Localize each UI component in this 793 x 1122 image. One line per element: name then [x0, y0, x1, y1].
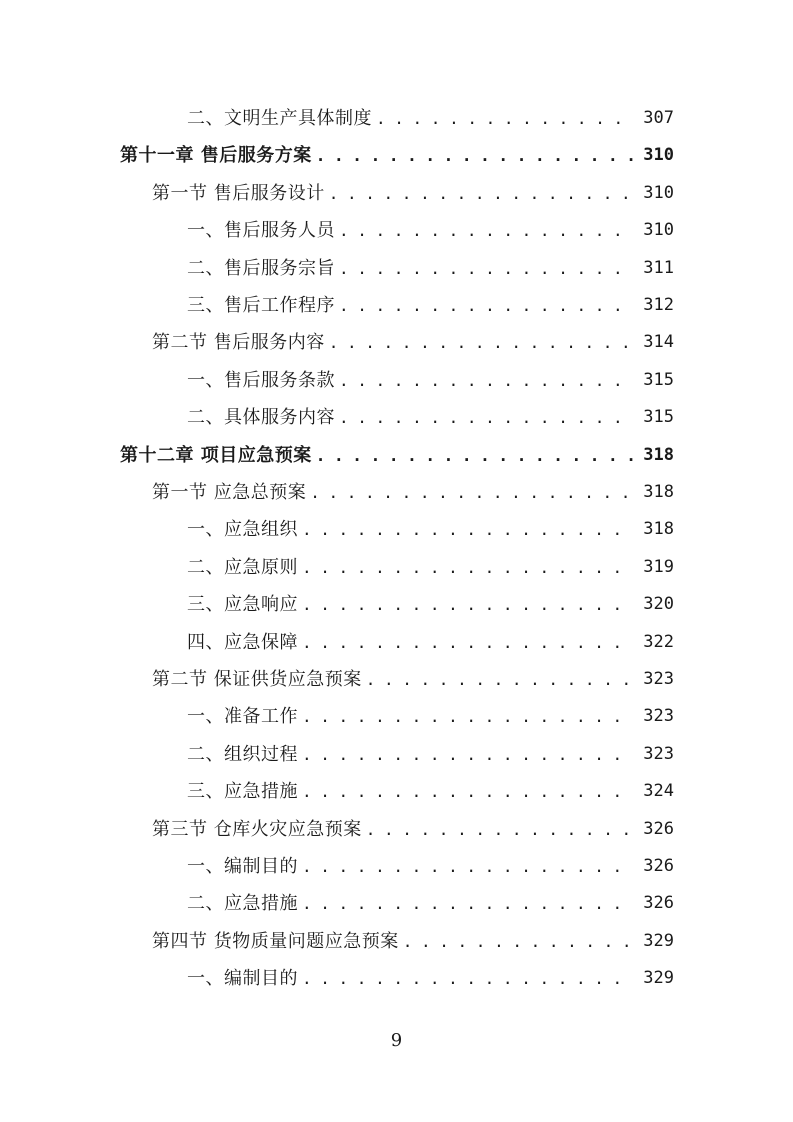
toc-subsection-entry[interactable]: [187, 212, 674, 249]
toc-section-entry[interactable]: [152, 474, 674, 511]
toc-dot-leader: [302, 698, 634, 735]
toc-entry-title: 四、应急保障: [187, 631, 298, 653]
toc-dot-leader: [329, 324, 634, 361]
toc-subsection-entry[interactable]: [187, 848, 674, 885]
toc-entry-page: 315: [643, 369, 674, 390]
toc-entry-title: 第四节 货物质量问题应急预案: [152, 930, 399, 952]
toc-subsection-entry[interactable]: [187, 250, 674, 287]
toc-entry-title: 一、准备工作: [187, 706, 298, 728]
toc-entry-page: 326: [643, 856, 674, 876]
toc-dot-leader: [366, 661, 634, 698]
toc-subsection-entry[interactable]: [187, 511, 674, 548]
toc-entry-page: 326: [643, 818, 674, 839]
toc-subsection-entry[interactable]: [187, 399, 674, 436]
page-number: 9: [390, 1030, 403, 1051]
toc-dot-leader: [339, 212, 634, 249]
toc-entry-page: 314: [643, 332, 674, 353]
toc-entry-page: 315: [643, 407, 674, 428]
toc-chapter-entry[interactable]: [120, 137, 674, 174]
toc-dot-leader: [302, 511, 634, 548]
toc-entry-page: 312: [643, 295, 674, 315]
toc-entry-title: 一、售后服务条款: [187, 369, 335, 391]
toc-entry-page: 318: [643, 482, 674, 502]
toc-dot-leader: [302, 960, 634, 997]
toc-subsection-entry[interactable]: [187, 736, 674, 773]
toc-entry-page: 324: [643, 781, 674, 802]
toc-dot-leader: [339, 362, 634, 399]
toc-entry-page: 323: [643, 743, 674, 764]
toc-entry-page: 318: [643, 519, 674, 540]
toc-subsection-entry[interactable]: [187, 885, 674, 922]
toc-dot-leader: [302, 549, 634, 586]
toc-entry-page: 310: [643, 220, 674, 241]
toc-entry-title: 三、应急响应: [187, 594, 298, 616]
toc-subsection-entry[interactable]: [187, 362, 674, 399]
toc-entry-title: 二、具体服务内容: [187, 407, 335, 429]
toc-section-entry[interactable]: [152, 175, 674, 212]
toc-entry-title: 第二节 售后服务内容: [152, 332, 325, 354]
toc-dot-leader: [302, 773, 634, 810]
toc-section-entry[interactable]: [152, 811, 674, 848]
toc-entry-page: 323: [643, 669, 674, 689]
toc-dot-leader: [329, 175, 634, 212]
toc-entry-page: 329: [643, 930, 674, 951]
toc-entry-title: 一、编制目的: [187, 968, 298, 990]
toc-entry-title: 一、售后服务人员: [187, 220, 335, 242]
toc-entry-title: 第一节 应急总预案: [152, 482, 307, 503]
toc-entry-title: 二、应急措施: [187, 893, 298, 915]
toc-entry-title: 二、文明生产具体制度: [187, 108, 372, 129]
toc-entry-title: 二、应急原则: [187, 556, 298, 578]
toc-entry-page: 329: [643, 968, 674, 989]
toc-dot-leader: [302, 736, 634, 773]
toc-entry-page: 320: [643, 594, 674, 615]
toc-entry-page: 310: [643, 145, 674, 166]
toc-entry-page: 323: [643, 706, 674, 727]
toc-dot-leader: [316, 437, 634, 474]
toc-entry-title: 一、应急组织: [187, 519, 298, 541]
toc-entry-title: 第二节 保证供货应急预案: [152, 669, 362, 690]
toc-section-entry[interactable]: [152, 923, 674, 960]
toc-entry-page: 318: [643, 444, 674, 465]
toc-entry-page: 310: [643, 182, 674, 203]
toc-section-entry[interactable]: [152, 661, 674, 698]
toc-entry-title: 二、售后服务宗旨: [187, 257, 335, 279]
toc-subsection-entry[interactable]: [187, 698, 674, 735]
toc-entry-title: 一、编制目的: [187, 856, 298, 877]
toc-subsection-entry[interactable]: [187, 287, 674, 324]
toc-entry-title: 二、组织过程: [187, 743, 298, 765]
toc-entry-page: 307: [643, 108, 674, 128]
toc-subsection-entry[interactable]: [187, 960, 674, 997]
toc-dot-leader: [302, 848, 634, 885]
toc-dot-leader: [339, 399, 634, 436]
toc-dot-leader: [310, 474, 634, 511]
toc-dot-leader: [339, 287, 634, 324]
toc-entry-title: 三、售后工作程序: [187, 295, 335, 316]
toc-entry-page: 319: [643, 556, 674, 577]
toc-subsection-entry[interactable]: [187, 549, 674, 586]
toc-entry-page: 311: [643, 257, 674, 278]
toc-section-entry[interactable]: [152, 324, 674, 361]
toc-entry-title: 第三节 仓库火灾应急预案: [152, 818, 362, 840]
toc-entry-page: 326: [643, 893, 674, 914]
toc-entry-title: 第一节 售后服务设计: [152, 182, 325, 204]
toc-dot-leader: [316, 137, 634, 174]
toc-entry-title: 第十二章 项目应急预案: [120, 444, 312, 466]
toc-dot-leader: [302, 885, 634, 922]
toc-chapter-entry[interactable]: [120, 437, 674, 474]
toc-dot-leader: [302, 586, 634, 623]
toc-dot-leader: [366, 811, 634, 848]
toc-subsection-entry[interactable]: [187, 100, 674, 137]
toc-dot-leader: [403, 923, 634, 960]
toc-entry-page: 322: [643, 631, 674, 652]
toc-entry-title: 三、应急措施: [187, 781, 298, 803]
toc-dot-leader: [376, 100, 634, 137]
toc-dot-leader: [302, 624, 634, 661]
toc-subsection-entry[interactable]: [187, 586, 674, 623]
toc-entry-title: 第十一章 售后服务方案: [120, 145, 312, 167]
toc-subsection-entry[interactable]: [187, 624, 674, 661]
toc-dot-leader: [339, 250, 634, 287]
toc-subsection-entry[interactable]: [187, 773, 674, 810]
